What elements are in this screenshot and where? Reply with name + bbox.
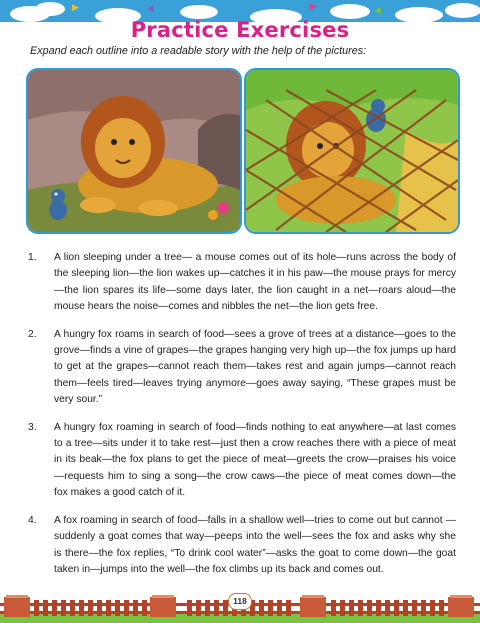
page-title: Practice Exercises — [130, 18, 350, 42]
bird-icon: ▶ — [310, 1, 317, 11]
exercise-item — [28, 327, 456, 409]
instruction-text: Expand each outline into a readable story with the help of the pictures: — [30, 45, 367, 57]
exercise-outline: A lion sleeping under a tree— a mouse comes out of its hole—runs across the body of the sleeping lion—the lion wakes up—catches it in his paw—the mouse prays for mercy—the lion spares its life—some days later, the lion caught in a net—roars aloud—the mouse hears the noise—comes and nibbles the net—the lion gets free. — [54, 252, 456, 313]
bird-icon: ▶ — [72, 2, 79, 12]
page-number: 118 — [228, 593, 252, 610]
picture-lion-in-net — [244, 68, 460, 234]
bird-icon: ◀ — [147, 3, 154, 13]
exercise-number: 2. — [28, 328, 37, 340]
bird-icon: ◀ — [374, 5, 381, 15]
exercise-item — [28, 420, 456, 502]
exercise-item — [28, 250, 456, 316]
exercise-list — [28, 250, 456, 589]
exercise-number: 1. — [28, 252, 37, 263]
exercise-number: 4. — [28, 514, 37, 526]
exercise-number: 3. — [28, 421, 37, 433]
exercise-outline: A fox roaming in search of food—falls in a shallow well—tries to come out but cannot —suddenly a goat comes that way—peeps into the well—sees the fox and asks why she is there—the fox replies, “To drink cool water”—asks the goat to come down—the goat taken in—jumps into the well—the fox climbs up its back and comes out. — [54, 514, 456, 575]
exercise-item — [28, 513, 456, 579]
exercise-outline: A hungry fox roaming in search of food—finds nothing to eat anywhere—at last comes to a tree—sits under it to take rest—just then a crow reaches there with a piece of meat in its beak—the fox plans to get the piece of meat—greets the crow—praises his voice—requests him to sing a song—the crow caws—the piece of meat comes down—the fox makes a good catch of it. — [54, 421, 456, 499]
exercise-outline: A hungry fox roams in search of food—sees a grove of trees at a distance—goes to the grove—finds a vine of grapes—the grapes hanging very high up—the fox jumps up hard to get at the grapes—cannot reach them—takes rest and again jumps—cannot reach them—feels tired—leaves trying anymore—goes away saying, “These grapes must be very sour.” — [54, 328, 456, 406]
picture-lion-and-mouse — [26, 68, 242, 234]
